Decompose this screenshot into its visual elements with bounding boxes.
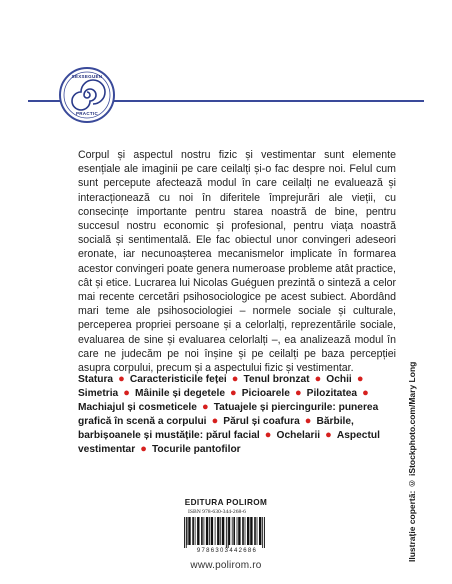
red-dot-icon: ● <box>137 442 150 455</box>
barcode-bar <box>195 517 196 545</box>
topic-item: Picioarele <box>241 387 290 399</box>
barcode-bar <box>229 517 231 545</box>
barcode-bar <box>254 517 256 545</box>
barcode-bar <box>215 517 216 545</box>
barcode-bar <box>237 517 238 545</box>
topic-item: Tenul bronzat <box>243 374 310 385</box>
red-dot-icon: ● <box>227 386 240 399</box>
barcode-bar <box>201 517 203 545</box>
topic-item: Mâinile și degetele <box>134 387 225 399</box>
barcode-icon <box>182 517 272 551</box>
barcode-bar <box>222 517 224 545</box>
barcode-bar <box>197 517 199 545</box>
topic-item: Machiajul și cosmeticele <box>78 401 197 413</box>
topic-item: Statura <box>78 374 114 385</box>
series-logo-top-text: SEXSEGUEN <box>71 74 103 79</box>
barcode-bar <box>242 517 244 545</box>
isbn: ISBN 978-630-344-268-6 <box>188 509 246 515</box>
topic-item: Simetria <box>78 387 119 399</box>
barcode-bar <box>262 517 263 551</box>
barcode-bar <box>232 517 233 545</box>
red-dot-icon: ● <box>261 428 275 441</box>
red-dot-icon: ● <box>120 386 133 399</box>
topic-item: Tatuajele și piercingurile: punerea grafică în scenă a corpului <box>78 401 379 427</box>
topic-item: Caracteristicile feței <box>129 374 227 385</box>
barcode-bar <box>228 517 229 551</box>
topic-item: Ochii <box>326 374 352 385</box>
red-dot-icon: ● <box>291 386 305 399</box>
topic-item: Ochelarii <box>276 429 321 441</box>
topic-list <box>78 373 396 456</box>
publisher-website: www.polirom.ro <box>190 560 262 571</box>
barcode-bar <box>188 517 190 545</box>
topic-item: Tocurile pantofilor <box>151 443 241 455</box>
barcode-bar <box>226 517 227 551</box>
publisher-name: EDITURA POLIROM <box>184 498 268 507</box>
red-dot-icon: ● <box>322 428 335 441</box>
barcode-bar <box>209 517 210 545</box>
barcode-bar <box>245 517 246 545</box>
series-logo <box>58 66 116 124</box>
barcode-number: 9786303442686 <box>182 548 272 554</box>
red-dot-icon: ● <box>353 373 364 385</box>
barcode-bar <box>259 517 261 545</box>
series-logo-bottom-text: PRACTIC <box>75 111 99 116</box>
red-dot-icon: ● <box>311 373 325 385</box>
topic-item: Pilozitatea <box>306 387 358 399</box>
barcode-bar <box>247 517 249 545</box>
red-dot-icon: ● <box>115 373 128 385</box>
barcode-bar <box>220 517 221 545</box>
topic-item: Bărbile, barbișoanele și mustățile: părul facial <box>78 415 354 441</box>
cover-credit: Ilustrație copertă: © iStockphoto.com/Mary Long <box>407 361 417 562</box>
barcode-bar <box>206 517 208 545</box>
barcode-bar <box>264 517 265 551</box>
topic-item: Aspectul vestimentar <box>78 429 380 455</box>
barcode-bar <box>186 517 187 551</box>
red-dot-icon: ● <box>198 400 212 413</box>
barcode-bar <box>250 517 252 545</box>
barcode-bar <box>238 517 240 545</box>
barcode-bar <box>233 517 235 545</box>
barcode-bar <box>257 517 258 545</box>
red-dot-icon: ● <box>301 414 315 427</box>
red-dot-icon: ● <box>228 373 242 385</box>
barcode-bar <box>204 517 205 545</box>
barcode-bar <box>192 517 194 545</box>
red-dot-icon: ● <box>359 386 369 399</box>
barcode-bar <box>184 517 185 551</box>
red-dot-icon: ● <box>208 414 222 427</box>
topic-item: Părul și coafura <box>223 415 300 427</box>
barcode-bar <box>211 517 213 545</box>
book-description: Corpul și aspectul nostru fizic și vestimentar sunt elemente esențiale ale imaginii pe care ceilalți și-o fac despre noi. Felul cum sunt percepute afectează modul în care ceilalți ne evaluează și interacționează cu noi în diferitele împrejurări ale vieții, cu consecințe importante pentru starea noastră de bine, pentru succesul nostru economic și profesional, pentru viața noastră socială și sentimentală. Ele fac obiectul unor convingeri adeseori eronate, iar necunoașterea mecanismelor implicate în formarea acestor convingeri poate genera numeroase probleme atât practice, cât și etice. Lucrarea lui Nicolas Guéguen prezintă o sinteză a celor mai recente cercetări psihosociologice pe acest subiect. Abordând mari teme ale psihosociologiei – normele sociale și culturale, perceperea propriei persoane și a celorlalți, reprezentările sociale, evaluarea de sine și evaluarea celorlalți –, ea analizează modul în care ne judecăm pe noi înșine și pe ceilalți pe baza percepției asupra corpului, precum și a aspectului fizic și vestimentar. <box>78 149 396 375</box>
barcode-bar <box>217 517 219 545</box>
barcode-bar <box>187 517 188 545</box>
